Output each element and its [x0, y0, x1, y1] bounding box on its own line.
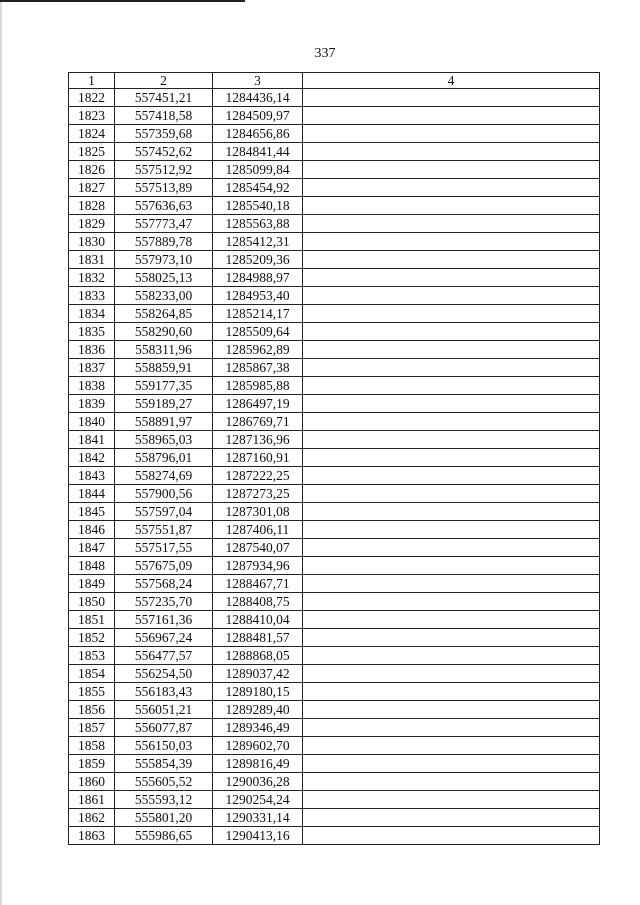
- table-cell: 558274,69: [115, 467, 213, 485]
- table-cell: 558025,13: [115, 269, 213, 287]
- table-cell: 1287222,25: [213, 467, 303, 485]
- table-cell: 1852: [69, 629, 115, 647]
- table-row: [69, 557, 600, 575]
- table-cell: 1288467,71: [213, 575, 303, 593]
- table-cell: 555986,65: [115, 827, 213, 845]
- table-cell: 557551,87: [115, 521, 213, 539]
- table-row: [69, 647, 600, 665]
- table-cell: 558965,03: [115, 431, 213, 449]
- table-row: [69, 143, 600, 161]
- table-cell: 555801,20: [115, 809, 213, 827]
- table-cell: 1832: [69, 269, 115, 287]
- table-row: [69, 827, 600, 845]
- table-cell: [303, 665, 600, 683]
- table-cell: 558264,85: [115, 305, 213, 323]
- table-cell: 556183,43: [115, 683, 213, 701]
- table-row: [69, 719, 600, 737]
- table-cell: 1833: [69, 287, 115, 305]
- table-cell: [303, 593, 600, 611]
- table-cell: 1854: [69, 665, 115, 683]
- column-header: 4: [303, 73, 600, 89]
- table-cell: [303, 791, 600, 809]
- table-cell: 557418,58: [115, 107, 213, 125]
- table-cell: 557597,04: [115, 503, 213, 521]
- table-cell: 557773,47: [115, 215, 213, 233]
- table-cell: 1862: [69, 809, 115, 827]
- table-row: [69, 215, 600, 233]
- table-cell: 1855: [69, 683, 115, 701]
- table-cell: [303, 323, 600, 341]
- table-cell: [303, 737, 600, 755]
- top-rule: [0, 0, 245, 2]
- table-row: [69, 161, 600, 179]
- table-cell: 1285214,17: [213, 305, 303, 323]
- table-cell: 1822: [69, 89, 115, 107]
- table-cell: 557513,89: [115, 179, 213, 197]
- column-header: 3: [213, 73, 303, 89]
- table-row: [69, 341, 600, 359]
- table-cell: 1839: [69, 395, 115, 413]
- table-cell: 1285985,88: [213, 377, 303, 395]
- table-cell: 1289180,15: [213, 683, 303, 701]
- table-row: [69, 233, 600, 251]
- table-row: [69, 593, 600, 611]
- table-row: [69, 665, 600, 683]
- table-row: [69, 485, 600, 503]
- table-row: [69, 89, 600, 107]
- table-cell: 1824: [69, 125, 115, 143]
- table-cell: 1861: [69, 791, 115, 809]
- table-cell: [303, 755, 600, 773]
- table-cell: [303, 647, 600, 665]
- table-row: [69, 107, 600, 125]
- table-cell: [303, 827, 600, 845]
- table-body: [69, 89, 600, 845]
- table-row: [69, 449, 600, 467]
- column-header: 1: [69, 73, 115, 89]
- table-row: [69, 755, 600, 773]
- table-cell: [303, 161, 600, 179]
- table-cell: 1290331,14: [213, 809, 303, 827]
- table-cell: 1829: [69, 215, 115, 233]
- column-header: 2: [115, 73, 213, 89]
- table-cell: 558796,01: [115, 449, 213, 467]
- table-cell: [303, 395, 600, 413]
- table-cell: [303, 485, 600, 503]
- table-cell: [303, 611, 600, 629]
- table-row: [69, 413, 600, 431]
- table-cell: 1848: [69, 557, 115, 575]
- table-cell: 1289346,49: [213, 719, 303, 737]
- table-cell: 1287934,96: [213, 557, 303, 575]
- table-row: [69, 701, 600, 719]
- table-cell: 1286497,19: [213, 395, 303, 413]
- table-cell: 557235,70: [115, 593, 213, 611]
- table-cell: [303, 503, 600, 521]
- table-cell: 1290413,16: [213, 827, 303, 845]
- table-row: [69, 287, 600, 305]
- table-cell: 557889,78: [115, 233, 213, 251]
- table-cell: 557512,92: [115, 161, 213, 179]
- table-cell: 1856: [69, 701, 115, 719]
- table-row: [69, 611, 600, 629]
- table-cell: 1828: [69, 197, 115, 215]
- table-cell: [303, 359, 600, 377]
- table-cell: 1285454,92: [213, 179, 303, 197]
- table-row: [69, 125, 600, 143]
- table-cell: 557973,10: [115, 251, 213, 269]
- table-cell: 1860: [69, 773, 115, 791]
- table-cell: 1289816,49: [213, 755, 303, 773]
- table-cell: [303, 431, 600, 449]
- table-cell: [303, 467, 600, 485]
- table-cell: 1857: [69, 719, 115, 737]
- table-cell: 1289289,40: [213, 701, 303, 719]
- table-row: [69, 629, 600, 647]
- table-row: [69, 773, 600, 791]
- table-row: [69, 377, 600, 395]
- table-cell: 1859: [69, 755, 115, 773]
- table-cell: 1837: [69, 359, 115, 377]
- table-cell: 1290036,28: [213, 773, 303, 791]
- table-cell: 1289037,42: [213, 665, 303, 683]
- table-row: [69, 197, 600, 215]
- table-cell: 1285867,38: [213, 359, 303, 377]
- table-cell: [303, 305, 600, 323]
- table-cell: [303, 143, 600, 161]
- table-cell: [303, 449, 600, 467]
- table-cell: 1826: [69, 161, 115, 179]
- table-cell: 1853: [69, 647, 115, 665]
- table-cell: 1823: [69, 107, 115, 125]
- table-cell: 1285540,18: [213, 197, 303, 215]
- table-row: [69, 809, 600, 827]
- table-row: [69, 539, 600, 557]
- table-cell: [303, 179, 600, 197]
- table-cell: 1851: [69, 611, 115, 629]
- scan-edge: [0, 0, 2, 905]
- table-cell: 556254,50: [115, 665, 213, 683]
- table-row: [69, 791, 600, 809]
- table-cell: [303, 287, 600, 305]
- table-cell: 1288410,04: [213, 611, 303, 629]
- table-cell: [303, 575, 600, 593]
- table-cell: 1838: [69, 377, 115, 395]
- table-cell: [303, 809, 600, 827]
- table-cell: 1850: [69, 593, 115, 611]
- table-cell: 1287301,08: [213, 503, 303, 521]
- table-cell: 1845: [69, 503, 115, 521]
- table-cell: 556967,24: [115, 629, 213, 647]
- table-cell: 1841: [69, 431, 115, 449]
- table-cell: 1285509,64: [213, 323, 303, 341]
- table-cell: 558311,96: [115, 341, 213, 359]
- table-cell: 556051,21: [115, 701, 213, 719]
- table-cell: 555854,39: [115, 755, 213, 773]
- table-cell: 558891,97: [115, 413, 213, 431]
- table-cell: 557161,36: [115, 611, 213, 629]
- table-row: [69, 179, 600, 197]
- table-cell: 1284953,40: [213, 287, 303, 305]
- table-cell: 1285099,84: [213, 161, 303, 179]
- table-cell: 1863: [69, 827, 115, 845]
- table-row: [69, 305, 600, 323]
- table-cell: 559189,27: [115, 395, 213, 413]
- table-cell: 558859,91: [115, 359, 213, 377]
- table-cell: [303, 629, 600, 647]
- table-cell: [303, 413, 600, 431]
- table-row: [69, 395, 600, 413]
- table-cell: 557359,68: [115, 125, 213, 143]
- table-cell: [303, 701, 600, 719]
- table-cell: [303, 719, 600, 737]
- table-row: [69, 467, 600, 485]
- table-cell: 1288481,57: [213, 629, 303, 647]
- table-cell: 1289602,70: [213, 737, 303, 755]
- table-cell: 1287273,25: [213, 485, 303, 503]
- table-cell: [303, 539, 600, 557]
- table-cell: [303, 215, 600, 233]
- table-cell: 1287160,91: [213, 449, 303, 467]
- table-cell: 1840: [69, 413, 115, 431]
- table-cell: 1284988,97: [213, 269, 303, 287]
- table-cell: 558233,00: [115, 287, 213, 305]
- table-row: [69, 269, 600, 287]
- table-cell: 1846: [69, 521, 115, 539]
- table-header-row: [69, 73, 600, 89]
- table-cell: 557675,09: [115, 557, 213, 575]
- table-cell: 556477,57: [115, 647, 213, 665]
- table-cell: 1288408,75: [213, 593, 303, 611]
- table-cell: 1287406,11: [213, 521, 303, 539]
- coordinates-table: [68, 72, 600, 845]
- table-cell: 1287540,07: [213, 539, 303, 557]
- table-cell: 557451,21: [115, 89, 213, 107]
- table-cell: 557900,56: [115, 485, 213, 503]
- table-cell: 559177,35: [115, 377, 213, 395]
- table-row: [69, 359, 600, 377]
- table-row: [69, 323, 600, 341]
- table-cell: 1830: [69, 233, 115, 251]
- table-cell: [303, 683, 600, 701]
- table-cell: 1290254,24: [213, 791, 303, 809]
- table-cell: 1284656,86: [213, 125, 303, 143]
- table-cell: [303, 197, 600, 215]
- table-cell: 1284841,44: [213, 143, 303, 161]
- table-cell: [303, 107, 600, 125]
- table-cell: 1847: [69, 539, 115, 557]
- table-cell: [303, 341, 600, 359]
- table-cell: 1849: [69, 575, 115, 593]
- table-cell: [303, 557, 600, 575]
- table-cell: [303, 233, 600, 251]
- table-cell: [303, 251, 600, 269]
- table-cell: [303, 89, 600, 107]
- table-row: [69, 683, 600, 701]
- table-cell: 1288868,05: [213, 647, 303, 665]
- table-cell: [303, 521, 600, 539]
- table-cell: 1836: [69, 341, 115, 359]
- table-cell: [303, 773, 600, 791]
- table-cell: 556150,03: [115, 737, 213, 755]
- table-cell: 557568,24: [115, 575, 213, 593]
- table-cell: [303, 125, 600, 143]
- table-cell: 1834: [69, 305, 115, 323]
- table-cell: 555605,52: [115, 773, 213, 791]
- table-cell: 557452,62: [115, 143, 213, 161]
- table-row: [69, 737, 600, 755]
- table-cell: 1287136,96: [213, 431, 303, 449]
- table-cell: 1285563,88: [213, 215, 303, 233]
- table-cell: 557517,55: [115, 539, 213, 557]
- table-cell: 1285962,89: [213, 341, 303, 359]
- table-cell: 1831: [69, 251, 115, 269]
- table-cell: 1825: [69, 143, 115, 161]
- table-cell: 1285209,36: [213, 251, 303, 269]
- table-cell: 1285412,31: [213, 233, 303, 251]
- table-row: [69, 251, 600, 269]
- page-number: 337: [314, 46, 336, 61]
- table-cell: 1835: [69, 323, 115, 341]
- table-cell: 555593,12: [115, 791, 213, 809]
- table-row: [69, 575, 600, 593]
- table-cell: 558290,60: [115, 323, 213, 341]
- table-cell: 556077,87: [115, 719, 213, 737]
- table-cell: 1844: [69, 485, 115, 503]
- table-cell: 1858: [69, 737, 115, 755]
- table-row: [69, 521, 600, 539]
- table-cell: 1842: [69, 449, 115, 467]
- table-cell: 1843: [69, 467, 115, 485]
- table-cell: 1284436,14: [213, 89, 303, 107]
- table-row: [69, 503, 600, 521]
- table-cell: 1827: [69, 179, 115, 197]
- table-cell: 1284509,97: [213, 107, 303, 125]
- table-cell: [303, 269, 600, 287]
- table-cell: 1286769,71: [213, 413, 303, 431]
- table-cell: [303, 377, 600, 395]
- table-cell: 557636,63: [115, 197, 213, 215]
- table-row: [69, 431, 600, 449]
